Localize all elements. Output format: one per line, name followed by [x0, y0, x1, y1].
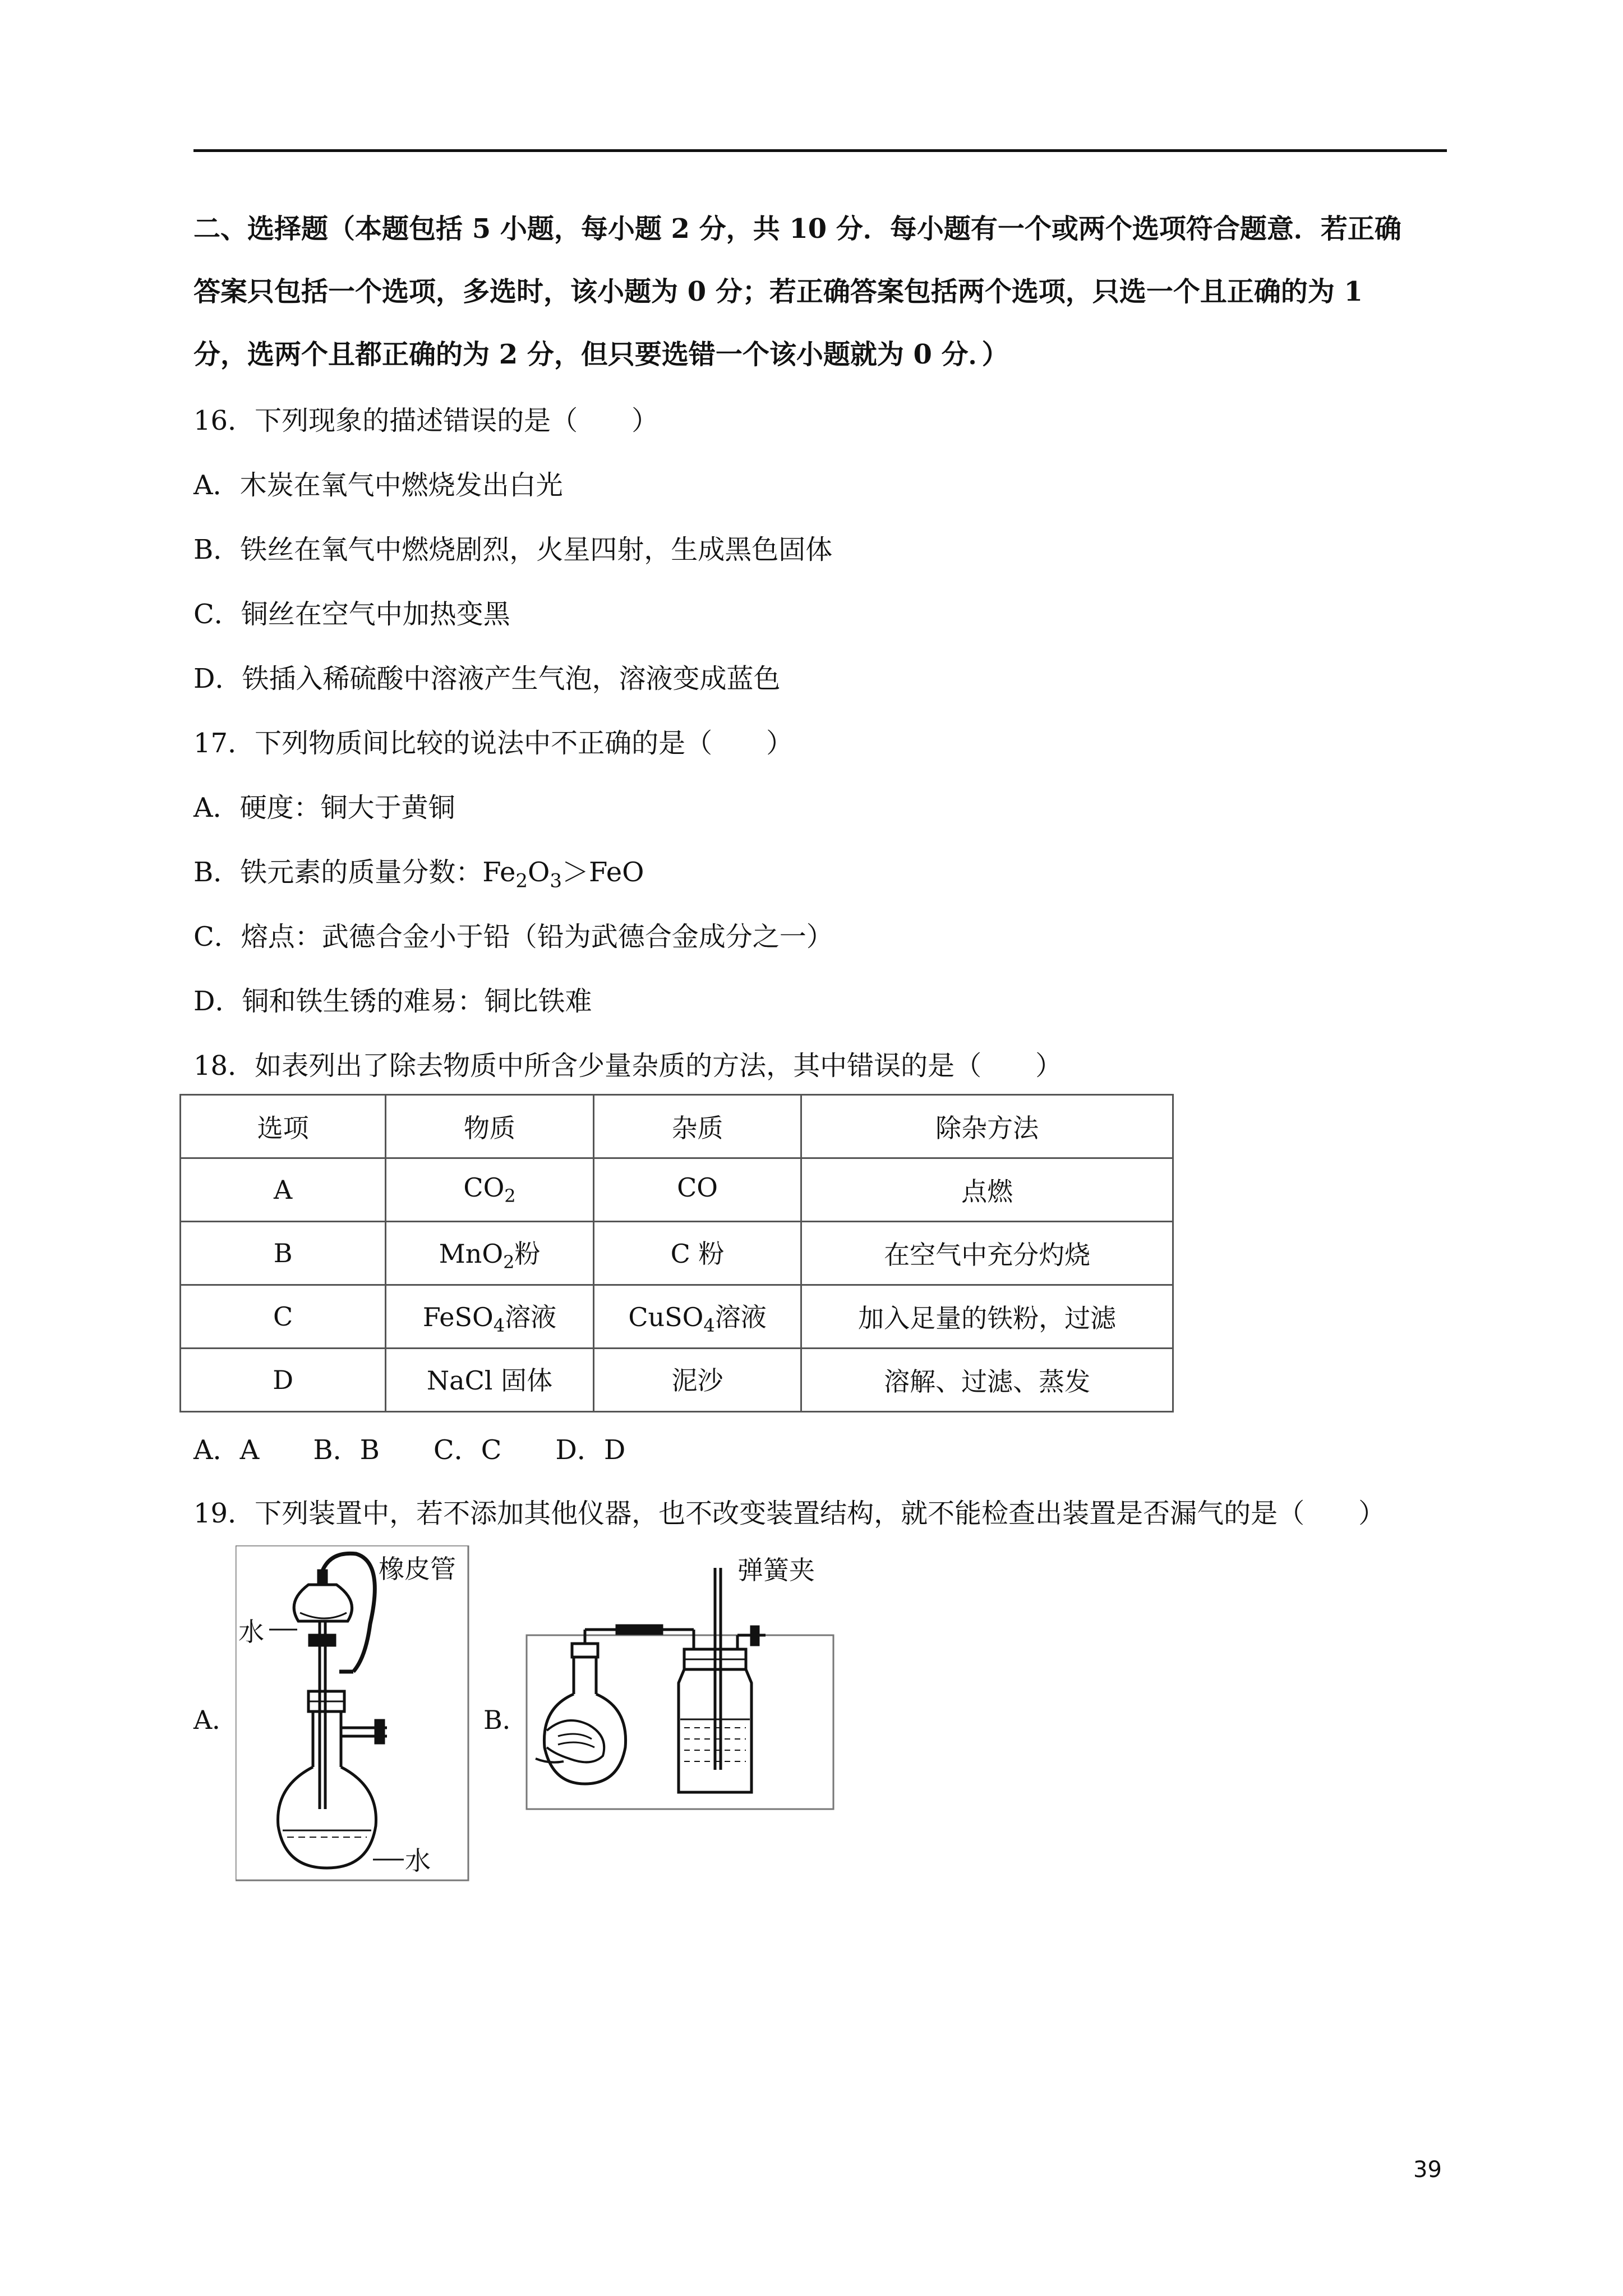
q16-stem: 16．下列现象的描述错误的是（ ） — [193, 405, 659, 436]
cell-subscript: 2 — [503, 1251, 515, 1273]
cell-subscript: 4 — [703, 1315, 715, 1337]
q18-answers: A．A B．B C．C D．D — [193, 1434, 626, 1466]
cell-subscript: 2 — [504, 1185, 516, 1207]
q17-option-b-sub1: 2 — [515, 869, 528, 892]
tube-label: 橡皮管 — [379, 1554, 456, 1584]
option-cell: D — [181, 1349, 386, 1412]
q19-stem: 19．下列装置中，若不添加其他仪器，也不改变装置结构，就不能检查出装置是否漏气的是（ ） — [193, 1498, 1386, 1529]
cell-text: C 粉 — [670, 1238, 725, 1269]
q19-figure-a — [236, 1545, 471, 1882]
cell-text: CO — [463, 1172, 505, 1203]
substance-cell — [386, 1222, 594, 1285]
q17-option-b-sub2: 3 — [550, 869, 562, 892]
impurity-cell — [593, 1158, 801, 1222]
water-label-top: 水 — [238, 1617, 264, 1647]
impurity-cell — [593, 1285, 801, 1349]
q16-option-b: B．铁丝在氧气中燃烧剧烈，火星四射，生成黑色固体 — [193, 534, 833, 565]
q17-option-a: A．硬度：铜大于黄铜 — [193, 792, 455, 823]
q17-stem: 17．下列物质间比较的说法中不正确的是（ ） — [193, 728, 794, 759]
impurity-cell — [593, 1349, 801, 1412]
method-cell: 点燃 — [801, 1158, 1173, 1222]
table-header-cell: 物质 — [386, 1095, 594, 1158]
q19-label-b: B． — [483, 1705, 528, 1735]
table-header-cell: 杂质 — [593, 1095, 801, 1158]
cell-text: FeSO — [422, 1301, 494, 1332]
q17-option-b-mid: O — [528, 857, 550, 888]
q18-table — [179, 1094, 1174, 1412]
substance-cell — [386, 1158, 594, 1222]
section-heading-line1: 二、选择题（本题包括 5 小题，每小题 2 分，共 10 分．每小题有一个或两个选项符合题意．若正确 — [193, 213, 1401, 245]
q16-option-a: A．木炭在氧气中燃烧发出白光 — [193, 470, 563, 501]
cell-text: 溶液 — [505, 1301, 557, 1332]
cell-text: NaCl 固体 — [426, 1365, 553, 1396]
cell-text: 溶液 — [714, 1301, 767, 1332]
q19-label-a: A． — [193, 1705, 238, 1735]
substance-cell — [386, 1285, 594, 1349]
section-heading-line3: 分，选两个且都正确的为 2 分，但只要选错一个该小题就为 0 分．） — [193, 339, 1009, 370]
q17-option-d: D．铜和铁生锈的难易：铜比铁难 — [193, 986, 592, 1017]
q16-option-c: C．铜丝在空气中加热变黑 — [193, 599, 510, 630]
water-label-bottom: 水 — [405, 1846, 431, 1876]
table-row — [181, 1158, 1173, 1222]
method-cell: 溶解、过滤、蒸发 — [801, 1349, 1173, 1412]
q17-option-b — [193, 855, 644, 898]
q16-option-d: D．铁插入稀硫酸中溶液产生气泡，溶液变成蓝色 — [193, 663, 781, 694]
table-row — [181, 1285, 1173, 1349]
option-cell: C — [181, 1285, 386, 1349]
cell-text: CO — [677, 1172, 718, 1203]
method-cell: 加入足量的铁粉，过滤 — [801, 1285, 1173, 1349]
q19-figure-b — [524, 1545, 838, 1812]
table-header-row — [181, 1095, 1173, 1158]
clip-label: 弹簧夹 — [737, 1555, 815, 1585]
cell-text: 粉 — [514, 1238, 541, 1269]
section-heading-line2: 答案只包括一个选项，多选时，该小题为 0 分；若正确答案包括两个选项，只选一个且正确的为 1 — [193, 276, 1363, 307]
table-row — [181, 1349, 1173, 1412]
table-header-cell: 除杂方法 — [801, 1095, 1173, 1158]
method-cell: 在空气中充分灼烧 — [801, 1222, 1173, 1285]
cell-subscript: 4 — [493, 1315, 505, 1337]
impurity-cell — [593, 1222, 801, 1285]
table-row — [181, 1222, 1173, 1285]
q18-stem: 18．如表列出了除去物质中所含少量杂质的方法，其中错误的是（ ） — [193, 1050, 1063, 1082]
q17-option-b-suffix: ＞FeO — [562, 857, 644, 888]
cell-text: MnO — [439, 1238, 504, 1269]
q17-option-b-prefix: B．铁元素的质量分数：Fe — [193, 857, 516, 888]
cell-text: CuSO — [628, 1301, 704, 1332]
page-number: 39 — [1413, 2157, 1442, 2183]
option-cell: A — [181, 1158, 386, 1222]
option-cell: B — [181, 1222, 386, 1285]
cell-text: 泥沙 — [671, 1365, 723, 1396]
header-rule — [193, 149, 1447, 152]
q17-option-c: C．熔点：武德合金小于铅（铅为武德合金成分之一） — [193, 921, 833, 953]
table-header-cell: 选项 — [181, 1095, 386, 1158]
substance-cell — [386, 1349, 594, 1412]
